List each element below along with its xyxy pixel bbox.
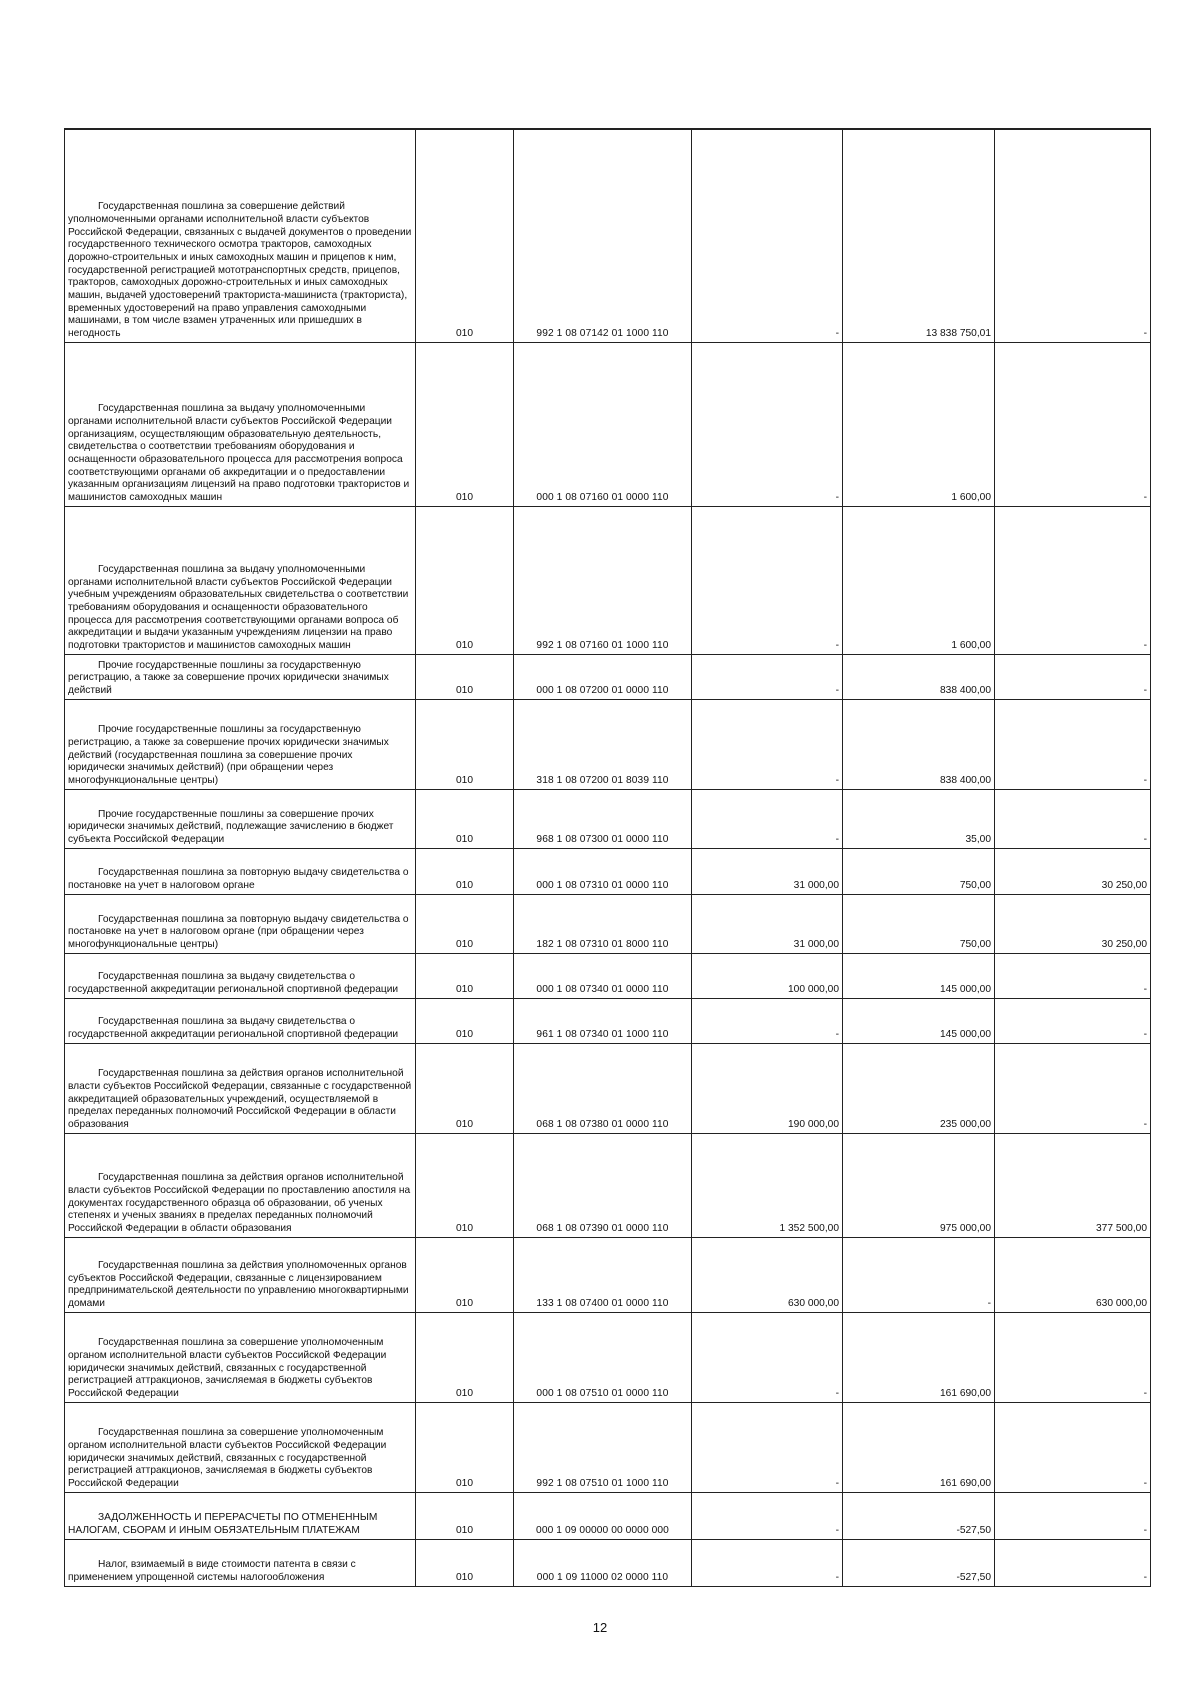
row-unexecuted: - [995, 129, 1151, 342]
row-income-code: 968 1 08 07300 01 0000 110 [514, 789, 692, 848]
row-executed: 750,00 [843, 894, 995, 953]
row-executed: 35,00 [843, 789, 995, 848]
row-name: Прочие государственные пошлины за совершение прочих юридически значимых действий, подлежащие зачислению в бюджет субъекта Российской Федерации [65, 789, 416, 848]
row-line-code: 010 [416, 654, 514, 699]
row-approved: - [692, 1402, 843, 1492]
row-approved: 1 352 500,00 [692, 1133, 843, 1237]
row-name: Государственная пошлина за действия органов исполнительной власти субъектов Российской Федерации, связанные с государственной аккредитацией образовательных учреждений, осуществляемой в пределах переданных полномочий Российской Федерации в области образования [65, 1043, 416, 1133]
row-approved: - [692, 1312, 843, 1402]
row-income-code: 000 1 09 00000 00 0000 000 [514, 1492, 692, 1539]
table-row [65, 1237, 1151, 1312]
table-row [65, 1402, 1151, 1492]
row-approved: - [692, 699, 843, 789]
row-line-code: 010 [416, 894, 514, 953]
row-approved: 190 000,00 [692, 1043, 843, 1133]
row-unexecuted: 377 500,00 [995, 1133, 1151, 1237]
row-unexecuted: 630 000,00 [995, 1237, 1151, 1312]
row-approved: - [692, 129, 843, 342]
table-row [65, 848, 1151, 894]
row-executed: -527,50 [843, 1492, 995, 1539]
row-name: Государственная пошлина за повторную выдачу свидетельства о постановке на учет в налоговом органе (при обращении через многофункциональные центры) [65, 894, 416, 953]
row-name: Прочие государственные пошлины за государственную регистрацию, а также за совершение прочих юридически значимых действий (государственная пошлина за совершение прочих юридически значимых действий) (при обращении через многофункциональные центры) [65, 699, 416, 789]
row-name: Государственная пошлина за совершение действий уполномоченными органами исполнительной власти субъектов Российской Федерации, связанных с выдачей документов о проведении государственного технического осмотра тракторов, самоходных дорожно-строительных и иных самоходных машин и прицепов к ним, государственной регистрацией мототранспортных средств, прицепов, тракторов, самоходных дорожно-строительных и иных самоходных машин, выдачей удостоверений тракториста-машиниста (тракториста), временных удостоверений на право управления самоходными машинами, в том числе взамен утраченных или пришедших в негодность [65, 129, 416, 342]
row-approved: 630 000,00 [692, 1237, 843, 1312]
row-line-code: 010 [416, 789, 514, 848]
table-row [65, 506, 1151, 654]
row-line-code: 010 [416, 1402, 514, 1492]
row-executed: 975 000,00 [843, 1133, 995, 1237]
row-income-code: 992 1 08 07142 01 1000 110 [514, 129, 692, 342]
row-approved: - [692, 998, 843, 1043]
row-executed: - [843, 1237, 995, 1312]
table-row [65, 654, 1151, 699]
row-income-code: 068 1 08 07380 01 0000 110 [514, 1043, 692, 1133]
row-income-code: 182 1 08 07310 01 8000 110 [514, 894, 692, 953]
table-row [65, 894, 1151, 953]
row-line-code: 010 [416, 1133, 514, 1237]
row-name: ЗАДОЛЖЕННОСТЬ И ПЕРЕРАСЧЕТЫ ПО ОТМЕНЕННЫМ НАЛОГАМ, СБОРАМ И ИНЫМ ОБЯЗАТЕЛЬНЫМ ПЛАТЕЖАМ [65, 1492, 416, 1539]
row-unexecuted: - [995, 342, 1151, 506]
row-income-code: 318 1 08 07200 01 8039 110 [514, 699, 692, 789]
table-row [65, 342, 1151, 506]
row-approved: - [692, 1539, 843, 1586]
table-row [65, 1492, 1151, 1539]
row-unexecuted: 30 250,00 [995, 894, 1151, 953]
row-executed: 235 000,00 [843, 1043, 995, 1133]
row-executed: 750,00 [843, 848, 995, 894]
table-row [65, 1043, 1151, 1133]
row-name: Государственная пошлина за повторную выдачу свидетельства о постановке на учет в налоговом органе [65, 848, 416, 894]
row-unexecuted: 30 250,00 [995, 848, 1151, 894]
table-row [65, 699, 1151, 789]
row-executed: 1 600,00 [843, 342, 995, 506]
row-unexecuted: - [995, 506, 1151, 654]
table-row [65, 1539, 1151, 1586]
row-unexecuted: - [995, 1312, 1151, 1402]
table-row [65, 789, 1151, 848]
row-line-code: 010 [416, 848, 514, 894]
row-income-code: 961 1 08 07340 01 1000 110 [514, 998, 692, 1043]
row-executed: 838 400,00 [843, 699, 995, 789]
row-income-code: 068 1 08 07390 01 0000 110 [514, 1133, 692, 1237]
row-income-code: 000 1 08 07340 01 0000 110 [514, 953, 692, 998]
row-executed: 161 690,00 [843, 1402, 995, 1492]
row-line-code: 010 [416, 129, 514, 342]
row-name: Налог, взимаемый в виде стоимости патента в связи с применением упрощенной системы налогообложения [65, 1539, 416, 1586]
table-row [65, 1133, 1151, 1237]
row-executed: 13 838 750,01 [843, 129, 995, 342]
row-unexecuted: - [995, 654, 1151, 699]
row-name: Государственная пошлина за выдачу уполномоченными органами исполнительной власти субъектов Российской Федерации организациям, осуществляющим образовательную деятельность, свидетельства о соответствии требованиям оборудования и оснащенности образовательного процесса для рассмотрения вопроса соответствующими органами об аккредитации и о предоставлении указанным организациям лицензий на право подготовки трактористов и машинистов самоходных машин [65, 342, 416, 506]
row-unexecuted: - [995, 998, 1151, 1043]
row-executed: 838 400,00 [843, 654, 995, 699]
row-approved: 100 000,00 [692, 953, 843, 998]
row-unexecuted: - [995, 699, 1151, 789]
row-name: Государственная пошлина за совершение уполномоченным органом исполнительной власти субъектов Российской Федерации юридически значимых действий, связанных с государственной регистрацией аттракционов, зачисляемая в бюджеты субъектов Российской Федерации [65, 1312, 416, 1402]
revenue-table [64, 128, 1151, 1587]
page-number: 12 [592, 1620, 608, 1635]
row-executed: 145 000,00 [843, 953, 995, 998]
row-approved: - [692, 789, 843, 848]
table-row [65, 953, 1151, 998]
row-approved: - [692, 1492, 843, 1539]
row-line-code: 010 [416, 1043, 514, 1133]
row-unexecuted: - [995, 1402, 1151, 1492]
row-executed: 145 000,00 [843, 998, 995, 1043]
row-approved: 31 000,00 [692, 848, 843, 894]
row-unexecuted: - [995, 1539, 1151, 1586]
row-executed: -527,50 [843, 1539, 995, 1586]
row-name: Государственная пошлина за совершение уполномоченным органом исполнительной власти субъектов Российской Федерации юридически значимых действий, связанных с государственной регистрацией аттракционов, зачисляемая в бюджеты субъектов Российской Федерации [65, 1402, 416, 1492]
row-unexecuted: - [995, 1043, 1151, 1133]
row-income-code: 000 1 08 07160 01 0000 110 [514, 342, 692, 506]
row-name: Государственная пошлина за выдачу свидетельства о государственной аккредитации региональной спортивной федерации [65, 953, 416, 998]
row-approved: - [692, 654, 843, 699]
row-income-code: 992 1 08 07160 01 1000 110 [514, 506, 692, 654]
row-line-code: 010 [416, 1492, 514, 1539]
row-approved: 31 000,00 [692, 894, 843, 953]
row-income-code: 000 1 08 07510 01 0000 110 [514, 1312, 692, 1402]
table-row [65, 998, 1151, 1043]
row-unexecuted: - [995, 789, 1151, 848]
row-approved: - [692, 342, 843, 506]
row-line-code: 010 [416, 1312, 514, 1402]
row-executed: 161 690,00 [843, 1312, 995, 1402]
row-line-code: 010 [416, 506, 514, 654]
row-line-code: 010 [416, 342, 514, 506]
row-income-code: 000 1 09 11000 02 0000 110 [514, 1539, 692, 1586]
row-name: Государственная пошлина за выдачу свидетельства о государственной аккредитации региональной спортивной федерации [65, 998, 416, 1043]
row-name: Государственная пошлина за действия уполномоченных органов субъектов Российской Федерации, связанные с лицензированием предпринимательской деятельности по управлению многоквартирными домами [65, 1237, 416, 1312]
row-name: Государственная пошлина за действия органов исполнительной власти субъектов Российской Федерации по проставлению апостиля на документах государственного образца об образовании, об ученых степенях и ученых званиях в пределах переданных полномочий Российской Федерации в области образования [65, 1133, 416, 1237]
row-line-code: 010 [416, 699, 514, 789]
row-name: Прочие государственные пошлины за государственную регистрацию, а также за совершение прочих юридически значимых действий [65, 654, 416, 699]
row-income-code: 992 1 08 07510 01 1000 110 [514, 1402, 692, 1492]
row-executed: 1 600,00 [843, 506, 995, 654]
row-line-code: 010 [416, 953, 514, 998]
row-income-code: 133 1 08 07400 01 0000 110 [514, 1237, 692, 1312]
row-unexecuted: - [995, 953, 1151, 998]
row-line-code: 010 [416, 998, 514, 1043]
row-line-code: 010 [416, 1539, 514, 1586]
row-line-code: 010 [416, 1237, 514, 1312]
table-row [65, 129, 1151, 342]
table-row [65, 1312, 1151, 1402]
row-income-code: 000 1 08 07310 01 0000 110 [514, 848, 692, 894]
row-income-code: 000 1 08 07200 01 0000 110 [514, 654, 692, 699]
row-name: Государственная пошлина за выдачу уполномоченными органами исполнительной власти субъектов Российской Федерации учебным учреждениям образовательных свидетельства о соответствии требованиям оборудования и оснащенности образовательного процесса для рассмотрения соответствующими органами вопроса об аккредитации и выдачи указанным учреждениям лицензии на право подготовки трактористов и машинистов самоходных машин [65, 506, 416, 654]
row-unexecuted: - [995, 1492, 1151, 1539]
row-approved: - [692, 506, 843, 654]
